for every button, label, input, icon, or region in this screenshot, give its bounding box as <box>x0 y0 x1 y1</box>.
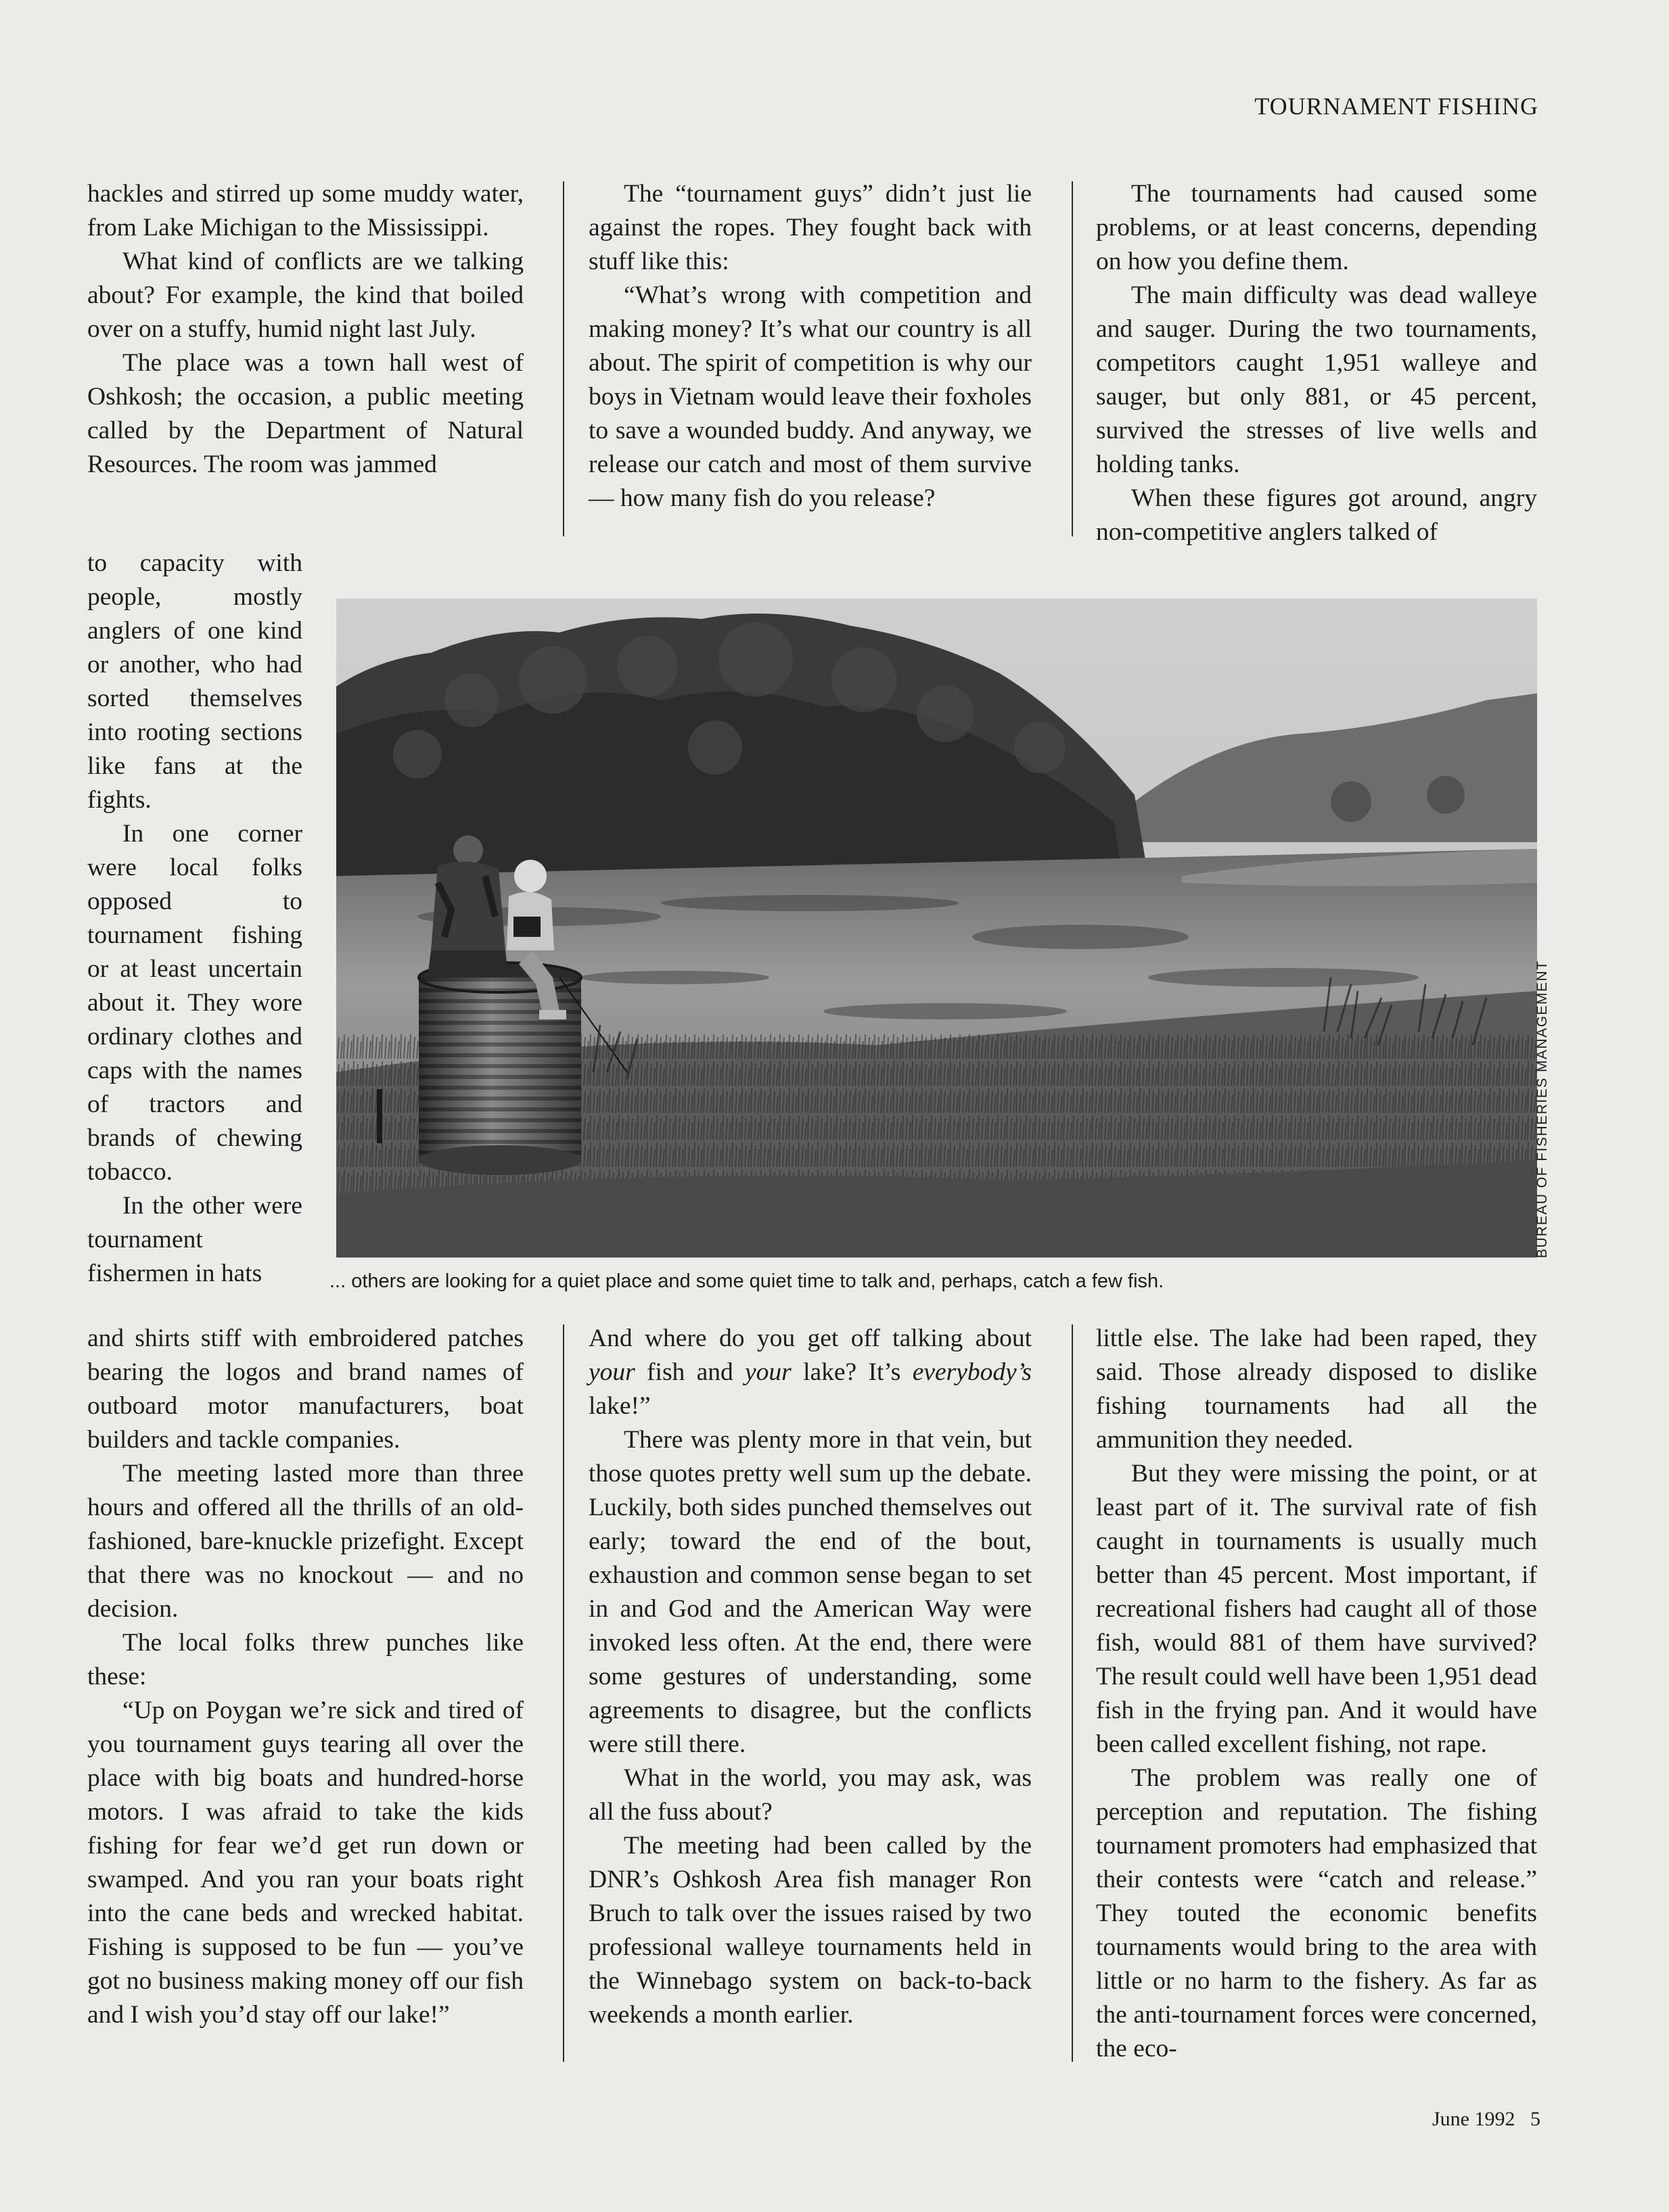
paragraph: “Up on Poygan we’re sick and tired of you tournament guys tearing all over the place with big boats and hundred-horse motors. I was afraid to take the kids fishing for fear we’d get run down or swamped. And you ran your boats right into the cane beds and wrecked habitat. Fishing is supposed to be fun — you’ve got no business making money off our fish and I wish you’d stay off our lake!” <box>87 1697 524 2029</box>
column-rule <box>1072 1324 1073 2062</box>
emphasis: your <box>745 1358 792 1386</box>
column-3-bottom <box>1096 1322 1537 2066</box>
paragraph: The meeting had been called by the DNR’s Oshkosh Area fish manager Ron Bruch to talk over the issues raised by two professional walleye tournaments held in the Winnebago system on back-to-back weekends a month earlier. <box>589 1832 1032 2029</box>
paragraph: In the other were tournament fishermen in hats <box>87 1192 302 1287</box>
paragraph: The main difficulty was dead walleye and sauger. During the two tournaments, competitors caught 1,951 walleye and sauger, but only 881, or 45 percent, survived the stresses of live wells and holding tanks. <box>1096 281 1537 478</box>
paragraph: In one corner were local folks opposed to tournament fishing or at least uncertain about it. They wore ordinary clothes and caps with the names of tractors and brands of chewing tobacco. <box>87 820 302 1186</box>
paragraph: The tournaments had caused some problems, or at least concerns, depending on how you define them. <box>1096 180 1537 275</box>
photo-caption: ... others are looking for a quiet place and some quiet time to talk and, perhaps, catch a few fish. <box>329 1270 1164 1292</box>
paragraph: There was plenty more in that vein, but those quotes pretty well sum up the debate. Luckily, both sides punched themselves out early; toward the end of the bout, exhaustion and common sense began to set in and God and the American Way were invoked less often. At the end, there were some gestures of understanding, some agreements to disagree, but the conflicts were still there. <box>589 1426 1032 1758</box>
photo-anglers-on-culvert <box>336 599 1537 1258</box>
column-2-top <box>589 177 1032 515</box>
paragraph: And where do you get off talking about your fish and your lake? It’s everybody’s lake!” <box>589 1324 1032 1420</box>
column-1-top <box>87 177 524 482</box>
column-rule <box>1072 181 1073 536</box>
running-head: TOURNAMENT FISHING <box>1254 93 1538 120</box>
emphasis: everybody’s <box>912 1358 1032 1386</box>
photo-credit: BUREAU OF FISHERIES MANAGEMENT <box>1534 960 1550 1258</box>
column-1-bottom <box>87 1322 524 2032</box>
column-2-bottom <box>589 1322 1032 2032</box>
paragraph: to capacity with people, mostly anglers of one kind or another, who had sorted themselves into rooting sections like fans at the fights. <box>87 549 302 814</box>
paragraph: The meeting lasted more than three hours and offered all the thrills of an old-fashioned, bare-knuckle prizefight. Except that there was no knockout — and no decision. <box>87 1460 524 1623</box>
paragraph: The place was a town hall west of Oshkosh; the occasion, a public meeting called by the Department of Natural Resources. The room was jammed <box>87 349 524 478</box>
column-rule <box>563 181 564 536</box>
paragraph: The problem was really one of perception and reputation. The fishing tournament promoters had emphasized that their contests were “catch and release.” They touted the economic benefits tournaments would bring to the area with little or no harm to the fishery. As far as the anti-tournament forces were concerned, the eco- <box>1096 1764 1537 2063</box>
paragraph: little else. The lake had been raped, they said. Those already disposed to dislike fishing tournaments had all the ammunition they needed. <box>1096 1324 1537 1454</box>
column-rule <box>563 1324 564 2062</box>
paragraph: What kind of conflicts are we talking about? For example, the kind that boiled over on a stuffy, humid night last July. <box>87 248 524 343</box>
paragraph: The local folks threw punches like these: <box>87 1629 524 1690</box>
paragraph: and shirts stiff with embroidered patches bearing the logos and brand names of outboard motor manufacturers, boat builders and tackle companies. <box>87 1324 524 1454</box>
column-1-narrow <box>87 547 302 1291</box>
emphasis: your <box>589 1358 635 1386</box>
paragraph: hackles and stirred up some muddy water, from Lake Michigan to the Mississippi. <box>87 180 524 241</box>
column-3-top <box>1096 177 1537 549</box>
paragraph: What in the world, you may ask, was all the fuss about? <box>589 1764 1032 1826</box>
page-folio: June 1992 5 <box>1432 2108 1540 2130</box>
paragraph: When these figures got around, angry non-competitive anglers talked of <box>1096 484 1537 546</box>
paragraph: “What’s wrong with competition and making money? It’s what our country is all about. The spirit of competition is why our boys in Vietnam would leave their foxholes to save a wounded buddy. And anyway, we release our catch and most of them survive — how many fish do you release? <box>589 281 1032 512</box>
paragraph: The “tournament guys” didn’t just lie against the ropes. They fought back with stuff like this: <box>589 180 1032 275</box>
paragraph: But they were missing the point, or at least part of it. The survival rate of fish caught in tournaments is usually much better than 45 percent. Most important, if recreational fishers had caught all of those fish, would 881 of them have survived? The result could well have been 1,951 dead fish in the frying pan. And it would have been called excellent fishing, not rape. <box>1096 1460 1537 1758</box>
